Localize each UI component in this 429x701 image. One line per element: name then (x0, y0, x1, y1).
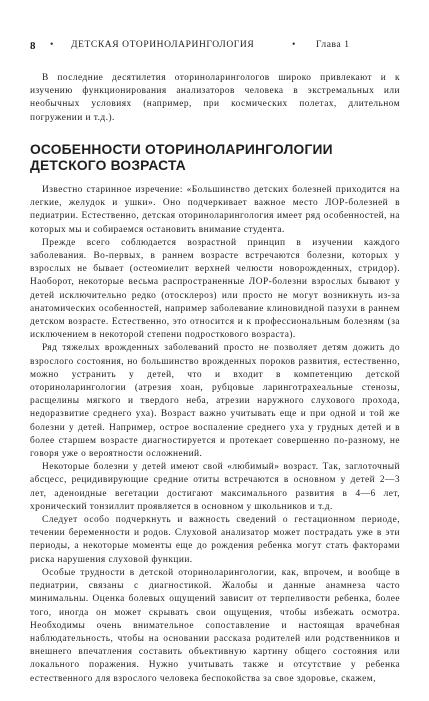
page-number: 8 (30, 40, 37, 52)
paragraph: Особые трудности в детской оториноларингологии, как, впрочем, и вообще в педиатрии, связаны с диагностикой. Жалобы и данные анамнеза часто минимальны. Оценка болевых ощущений зависит от терпеливости ребенка, более того, иногда он может скрывать свои ощущения, чтобы избежать осмотра. Необходимы очень внимательное сопоставление и настоящая врачебная наблюдательность, чтобы на основании рассказа родителей или родственников и внешнего впечатления составить объективную картину общего состояния или локального поражения. Нужно учитывать также и отсутствие у ребенка естественного для взрослого человека беспокойства за свое здоровье, скажем, (30, 567, 400, 684)
intro-text (30, 72, 400, 125)
paragraph: Ряд тяжелых врожденных заболеваний просто не позволяет детям дожить до взрослого состояния, но большинство врожденных пороков развития, естественно, можно устранить у детей, что и входит в компетенцию детской оториноларингологии (атрезия хоан, рубцовые ларинготрахеальные стенозы, расщелины мягкого и твердого неба, атрезии наружного слухового прохода, недоразвитие среднего уха). Возраст важно учитывать еще и при одной и той же болезни у детей. Например, острое воспаление среднего уха у грудных детей и в более старшем возрасте диагностируется и протекает совершенно по-разному, не говоря уже о вероятности осложнений. (30, 343, 400, 460)
running-head (30, 40, 400, 56)
intro-paragraph: В последние десятилетия оториноларингологов широко привлекают и к изучению функционирования анализаторов человека в экстремальных или необычных условиях (например, при космических полетах, длительном погружении и т.д.). (30, 73, 400, 123)
running-head-separator: • (50, 40, 54, 50)
paragraph: Следует особо подчеркнуть и важность сведений о гестационном периоде, течении беременности и родов. Слуховой анализатор может пострадать уже в эти периоды, а некоторые моменты еще до рождения ребенка могут стать факторами риска нарушения слуховой функции. (30, 515, 400, 565)
section-heading-line: ДЕТСКОГО ВОЗРАСТА (30, 158, 186, 173)
paragraph: Некоторые болезни у детей имеют свой «любимый» возраст. Так, заглоточный абсцесс, рецидивирующие средние отиты встречаются в основном у детей 2—3 лет, аденоидные вегетации достигают максимального развития в 4—6 лет, хронический тонзиллит проявляется в основном у школьников и т.д. (30, 462, 400, 512)
paragraph: Прежде всего соблюдается возрастной принцип в изучении каждого заболевания. Во-первых, в раннем возрасте встречаются болезни, которых у взрослых не бывает (остеомиелит верхней челюсти новорожденных, стридор). Наоборот, некоторые весьма распространенные ЛОР-болезни взрослых бывают у детей исключительно редко (отосклероз) или просто не могут возникнуть из-за анатомических особенностей, например заболевание клиновидной пазухи в раннем детском возрасте. Естественно, это относится и к профессиональным болезням (за исключением в некоторой степени подросткового возраста). (30, 237, 400, 341)
paragraph: Известно старинное изречение: «Большинство детских болезней приходится на легкие, желудок и ушки». Оно подчеркивает важное место ЛОР-болезней в педиатрии. Естественно, детская оториноларингология имеет ряд особенностей, на которых мы и собираемся остановить внимание студента. (30, 185, 400, 235)
body-text (30, 184, 400, 686)
book-title: ДЕТСКАЯ ОТОРИНОЛАРИНГОЛОГИЯ (71, 40, 255, 50)
section-heading-line: ОСОБЕННОСТИ ОТОРИНОЛАРИНГОЛОГИИ (30, 142, 333, 157)
section-heading (30, 142, 400, 174)
running-head-separator: • (292, 40, 296, 50)
chapter-label: Глава 1 (316, 40, 350, 50)
